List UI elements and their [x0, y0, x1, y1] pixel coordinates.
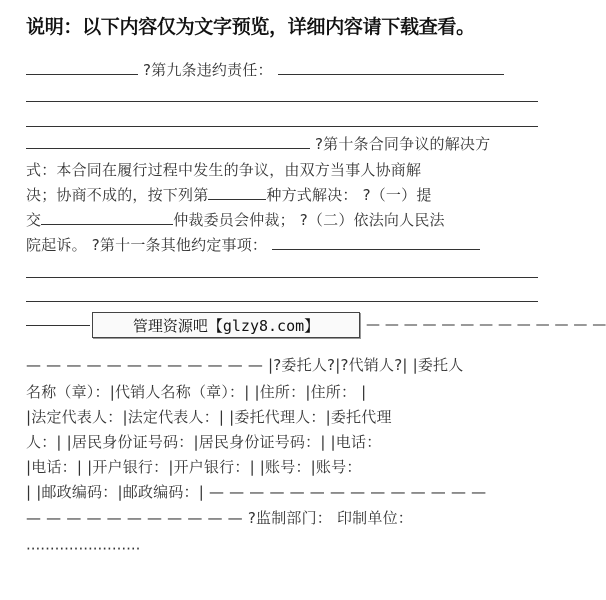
contract-table-row: |电话：| |开户银行：|开户银行：| |账号：|账号：: [26, 458, 362, 476]
contract-table-row: 名称（章）：|代销人名称（章）：| |住所：|住所： |: [26, 383, 367, 401]
contract-table-row: | |邮政编码：|邮政编码：| — — — — — — — — — — — — — —: [26, 483, 487, 501]
article10-text: 种方式解决： ?（一）提: [266, 186, 432, 204]
article10-text: 交: [26, 211, 42, 229]
blank-field: [272, 235, 480, 250]
article11-line: [26, 235, 480, 255]
blank-field: [41, 210, 173, 225]
preview-notice: 说明：以下内容仅为文字预览，详细内容请下载查看。: [26, 16, 475, 38]
article10-text: ?第十条合同争议的解决方: [314, 135, 491, 153]
article10-text: 决；协商不成的，按下列第: [26, 186, 209, 204]
site-watermark: 管理资源吧【glzy8.com】: [92, 312, 360, 338]
article10-line2: 式：本合同在履行过程中发生的争议，由双方当事人协商解: [26, 161, 422, 179]
blank-field: [208, 185, 266, 200]
blank-rule: [26, 301, 538, 302]
article11-label: 院起诉。 ?第十一条其他约定事项：: [26, 236, 268, 254]
blank-field: [26, 60, 138, 75]
article10-line4: [26, 210, 445, 230]
blank-rule: [26, 101, 538, 102]
contract-table-row: 人：| |居民身份证号码：|居民身份证号码：| |电话：: [26, 433, 382, 451]
article9-label: ?第九条违约责任：: [142, 61, 273, 79]
article10-line1: [26, 134, 490, 154]
contract-table-row: — — — — — — — — — — — — |?委托人?|?代销人?| |委托人: [26, 356, 464, 374]
contract-table-row: |法定代表人：|法定代表人：| |委托代理人：|委托代理: [26, 408, 392, 426]
article9-line: [26, 60, 504, 80]
blank-field: [26, 134, 310, 149]
blank-field: [278, 60, 504, 75]
article10-text: 仲裁委员会仲裁； ?（二）依法向人民法: [173, 211, 445, 229]
blank-rule: [26, 325, 90, 326]
ellipsis-dots: ························: [26, 540, 141, 558]
contract-footer-row: — — — — — — — — — — — ?监制部门： 印制单位：: [26, 509, 413, 527]
article10-line3: [26, 185, 432, 205]
blank-rule: [26, 126, 538, 127]
blank-rule: [26, 277, 538, 278]
dash-row: — — — — — — — — — — — — —: [366, 317, 606, 333]
